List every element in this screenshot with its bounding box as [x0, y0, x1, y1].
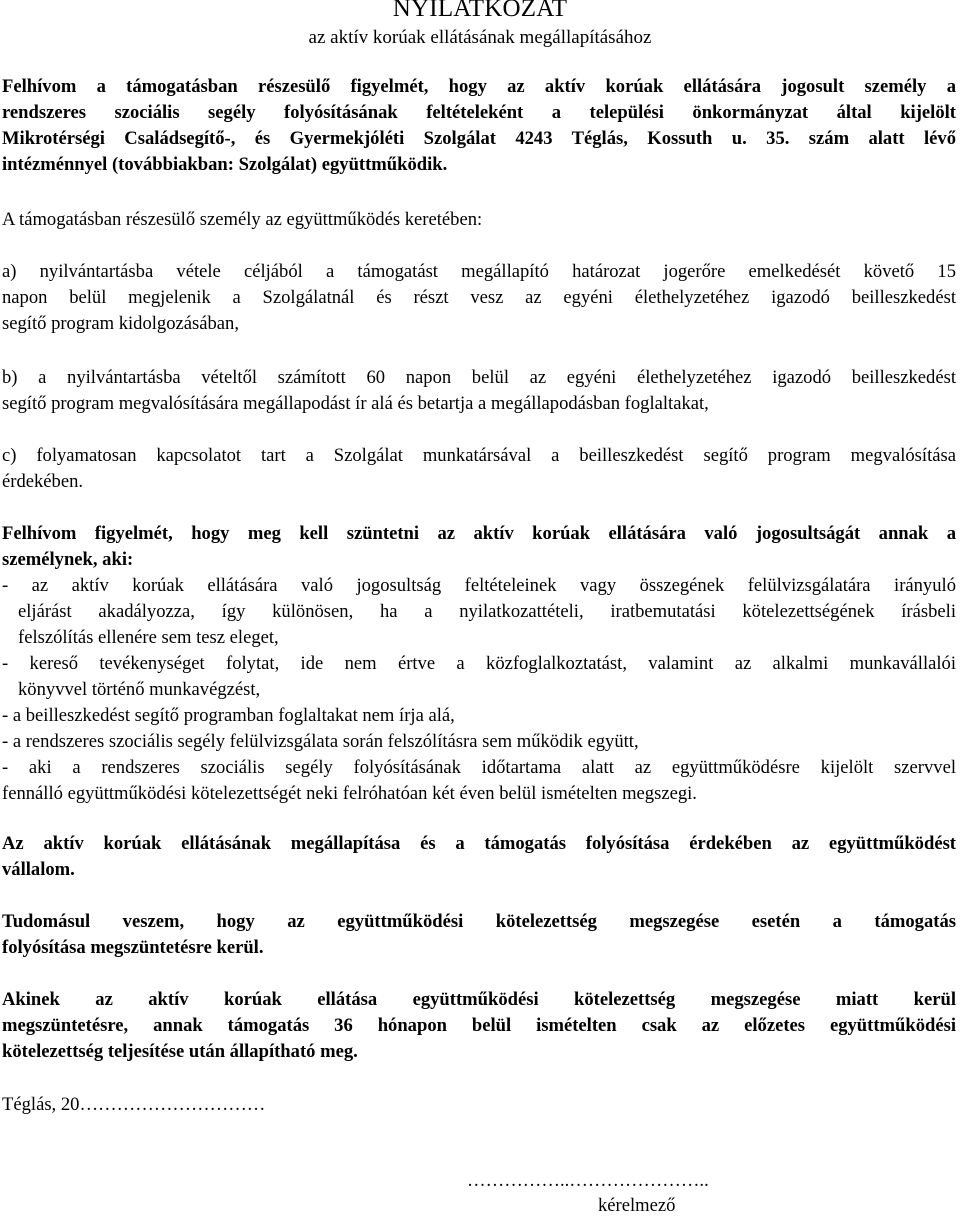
item-a-line: a) nyilvántartásba vétele céljából a támogatást megállapító határozat jogerőre emelkedését követő 15: [2, 261, 956, 282]
statement-acknowledgement: Tudomásul veszem, hogy az együttműködési kötelezettség megszegése esetén a támogatás folyósítása megszüntetésre kerül.: [2, 911, 956, 958]
statement-cooperation: Az aktív korúak ellátásának megállapítása és a támogatás folyósítása érdekében az együttműködést vállalom.: [2, 833, 956, 880]
item-c-line: érdekében.: [2, 471, 84, 492]
termination-item-4: - a rendszeres szociális segély felülvizsgálata során felszólításra sem működik együtt,: [2, 731, 639, 752]
page-title: NYILATKOZAT: [392, 0, 568, 22]
termination-item-2: könyvvel történő munkavégzést,: [18, 679, 261, 700]
item-b: [2, 365, 956, 417]
termination-item-3: - a beilleszkedést segítő programban foglaltakat nem írja alá,: [2, 705, 455, 726]
termination-item-1: felszólítás ellenére sem tesz eleget,: [18, 627, 279, 648]
place-date-field: Téglás, 20…………………………: [2, 1094, 266, 1115]
intro-line: rendszeres szociális segély folyósításának feltételeként a települési önkormányzat által kijelölt: [2, 102, 956, 123]
statement-consequence: Akinek az aktív korúak ellátása együttműködési kötelezettség megszegése miatt kerül megszüntetésre, annak támogatás 36 hónapon belül ismételten csak az előzetes együttműködési kötelezettség teljesítése után állapítható meg.: [2, 989, 956, 1062]
item-b-line: segítő program megvalósítására megállapodást ír alá és betartja a megállapodásban foglaltakat,: [2, 393, 709, 414]
page-subtitle: az aktív korúak ellátásának megállapításához: [308, 27, 652, 48]
item-a: [2, 259, 956, 337]
termination-item-2: - kereső tevékenységet folytat, ide nem értve a közfoglalkoztatást, valamint az alkalmi munkavállalói: [2, 653, 956, 674]
item-a-line: napon belül megjelenik a Szolgálatnál és részt vesz az egyéni élethelyzetéhez igazodó beilleszkedést: [2, 287, 956, 308]
item-c-line: c) folyamatosan kapcsolatot tart a Szolgálat munkatársával a beilleszkedést segítő program megvalósítása: [2, 445, 956, 466]
intro-line: Felhívom a támogatásban részesülő figyelmét, hogy az aktív korúak ellátására jogosult személy a: [2, 76, 956, 97]
termination-item-5: fennálló együttműködési kötelezettségét neki felróhatóan két éven belül ismételten megszegi.: [2, 783, 697, 804]
cooperation-heading: A támogatásban részesülő személy az együttműködés keretében:: [2, 209, 483, 230]
termination-heading: Felhívom figyelmét, hogy meg kell szüntetni az aktív korúak ellátására való jogosultságát annak a személynek, aki:: [2, 523, 956, 570]
intro-line: Mikrotérségi Családsegítő-, és Gyermekjóléti Szolgálat 4243 Téglás, Kossuth u. 35. szám alatt lévő: [2, 128, 956, 149]
intro-paragraph: [2, 74, 956, 178]
termination-item-1: - az aktív korúak ellátására való jogosultság feltételeinek vagy összegének felülvizsgálatára irányuló: [2, 575, 956, 596]
intro-line: intézménnyel (továbbiakban: Szolgálat) együttműködik.: [2, 154, 448, 175]
signature-line: ……………..…………………..: [467, 1170, 709, 1191]
signature-label: kérelmező: [598, 1195, 676, 1216]
termination-item-5: - aki a rendszeres szociális segély folyósításának időtartama alatt az együttműködésre kijelölt szervvel: [2, 757, 956, 778]
termination-list: [2, 573, 956, 807]
item-a-line: segítő program kidolgozásában,: [2, 313, 240, 334]
item-b-line: b) a nyilvántartásba vételtől számított 60 napon belül az egyéni élethelyzetéhez igazodó beilleszkedést: [2, 367, 956, 388]
termination-item-1: eljárást akadályozza, így különösen, ha a nyilatkozattételi, iratbemutatási kötelezettségének írásbeli: [18, 601, 956, 622]
item-c: [2, 443, 956, 495]
